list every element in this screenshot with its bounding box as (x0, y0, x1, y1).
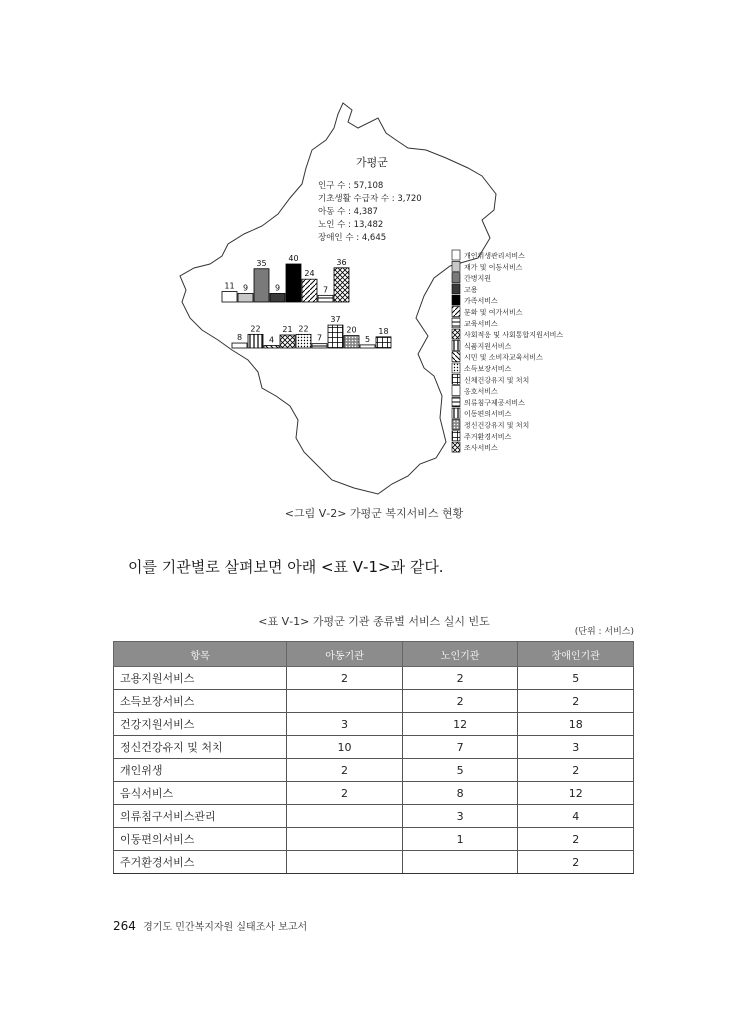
legend-swatch (452, 329, 460, 339)
report-title: 경기도 민간복지자원 실태조사 보고서 (143, 922, 308, 933)
cell: 12 (402, 713, 518, 736)
legend-swatch (452, 273, 460, 283)
bar (248, 334, 263, 348)
cell: 3 (402, 805, 518, 828)
cell: 2 (287, 667, 403, 690)
cell: 3 (287, 713, 403, 736)
cell: 2 (402, 667, 518, 690)
legend-swatch (452, 284, 460, 294)
legend-label: 교육서비스 (464, 319, 498, 328)
bar-value-label: 18 (378, 326, 389, 336)
region-stat: 아동 수 : 4,387 (318, 207, 378, 217)
cell: 2 (518, 690, 634, 713)
header-disabled: 장애인기관 (518, 642, 634, 667)
legend-label: 간병지원 (464, 274, 492, 283)
header-child: 아동기관 (287, 642, 403, 667)
table-row (114, 690, 634, 713)
table-row (114, 759, 634, 782)
legend-label: 문화 및 여가서비스 (464, 308, 523, 317)
cell: 2 (518, 851, 634, 874)
row-label: 의류침구서비스관리 (114, 805, 287, 828)
legend-swatch (452, 340, 460, 350)
bar-value-label: 20 (346, 325, 357, 335)
bar (328, 325, 343, 348)
bar-value-label: 22 (298, 324, 309, 334)
page-footer (113, 918, 307, 933)
header-elderly: 노인기관 (402, 642, 518, 667)
cell: 2 (518, 828, 634, 851)
bar-value-label: 7 (316, 333, 323, 343)
bar (334, 268, 349, 302)
cell (287, 690, 403, 713)
legend-swatch (452, 352, 460, 362)
bar (222, 292, 237, 302)
cell: 5 (518, 667, 634, 690)
legend-label: 옹호서비스 (464, 387, 498, 396)
body-paragraph: 이를 기관별로 살펴보면 아래 <표 Ⅴ-1>과 같다. (128, 558, 444, 576)
legend-swatch (452, 261, 460, 271)
legend-swatch (452, 250, 460, 260)
region-name: 가평군 (356, 156, 388, 169)
legend-swatch (452, 318, 460, 328)
legend-label: 신체건강유지 및 처치 (464, 376, 530, 385)
bar-value-label: 4 (268, 335, 275, 345)
bar (280, 335, 295, 348)
figure-caption: <그림 Ⅴ-2> 가평군 복지서비스 현황 (284, 507, 464, 520)
row-label: 건강지원서비스 (114, 713, 287, 736)
legend-swatch (452, 431, 460, 441)
bar (232, 343, 247, 348)
bar (376, 337, 391, 348)
legend-swatch (452, 307, 460, 317)
bar-value-label: 24 (304, 269, 315, 279)
bar-value-label: 5 (364, 334, 371, 344)
bar (270, 293, 285, 302)
legend-label: 이동편의서비스 (464, 410, 512, 419)
cell (402, 851, 518, 874)
region-stat: 인구 수 : 57,108 (318, 181, 384, 191)
chart-legend (452, 250, 563, 452)
cell: 3 (518, 736, 634, 759)
table-row (114, 828, 634, 851)
bar-value-label: 8 (236, 333, 243, 343)
bar (238, 293, 253, 302)
legend-label: 식품지원서비스 (464, 342, 512, 351)
legend-swatch (452, 374, 460, 384)
bar-value-label: 21 (282, 324, 293, 334)
cell: 2 (287, 782, 403, 805)
bar-value-label: 36 (336, 257, 347, 267)
bar (264, 346, 279, 348)
row-label: 고용지원서비스 (114, 667, 287, 690)
legend-label: 사회적응 및 사회통합지원서비스 (464, 331, 564, 340)
region-stat: 노인 수 : 13,482 (318, 220, 384, 230)
legend-label: 가족서비스 (464, 297, 498, 306)
bar (296, 334, 311, 348)
legend-swatch (452, 408, 460, 418)
legend-label: 정신건강유지 및 처치 (464, 421, 530, 430)
region-map-figure (0, 0, 748, 500)
legend-swatch (452, 386, 460, 396)
row-label: 음식서비스 (114, 782, 287, 805)
cell: 2 (287, 759, 403, 782)
legend-label: 소득보장서비스 (464, 365, 512, 373)
row-label: 정신건강유지 및 처치 (114, 736, 287, 759)
bar (312, 344, 327, 348)
service-frequency-table (113, 641, 634, 874)
bar-value-label: 9 (242, 283, 249, 293)
table-row (114, 667, 634, 690)
row-label: 소득보장서비스 (114, 690, 287, 713)
cell: 7 (402, 736, 518, 759)
row-label: 이동편의서비스 (114, 828, 287, 851)
table-title: <표 Ⅴ-1> 가평군 기관 종류별 서비스 실시 빈도 (258, 615, 490, 628)
cell: 8 (402, 782, 518, 805)
row-label: 개인위생 (114, 759, 287, 782)
bar (254, 269, 269, 302)
row-label: 주거환경서비스 (114, 851, 287, 874)
bar-value-label: 9 (274, 283, 281, 293)
bar-value-label: 37 (330, 315, 341, 325)
table-row (114, 713, 634, 736)
bar (344, 336, 359, 348)
legend-swatch (452, 397, 460, 407)
legend-label: 조사서비스 (464, 444, 498, 453)
table-row (114, 805, 634, 828)
cell: 10 (287, 736, 403, 759)
bar-value-label: 7 (322, 285, 329, 295)
bar-value-label: 11 (224, 281, 235, 291)
legend-label: 시민 및 소비자교육서비스 (464, 353, 543, 362)
table-row (114, 782, 634, 805)
legend-swatch (452, 295, 460, 305)
cell: 2 (518, 759, 634, 782)
legend-label: 재가 및 이동서비스 (464, 263, 523, 272)
bar-value-label: 40 (288, 254, 299, 263)
legend-label: 의류침구제공서비스 (464, 398, 525, 407)
legend-label: 고용 (464, 285, 478, 294)
bar (302, 279, 317, 302)
header-item: 항목 (114, 642, 287, 667)
legend-label: 개인위생관리서비스 (464, 252, 525, 260)
table-row (114, 851, 634, 874)
bar (318, 295, 333, 302)
bar-value-label: 22 (250, 324, 261, 334)
bar (286, 264, 301, 302)
table-unit: (단위 : 서비스) (574, 627, 634, 637)
page-number: 264 (113, 919, 136, 933)
legend-swatch (452, 363, 460, 373)
cell: 2 (402, 690, 518, 713)
region-stat: 기초생활 수급자 수 : 3,720 (318, 194, 422, 204)
region-stat: 장애인 수 : 4,645 (318, 233, 387, 243)
bar (360, 345, 375, 348)
cell (287, 805, 403, 828)
table-header-row (114, 642, 634, 667)
cell: 1 (402, 828, 518, 851)
cell: 12 (518, 782, 634, 805)
cell: 18 (518, 713, 634, 736)
bar-value-label: 35 (256, 258, 267, 268)
cell (287, 851, 403, 874)
cell: 4 (518, 805, 634, 828)
cell: 5 (402, 759, 518, 782)
legend-swatch (452, 420, 460, 430)
legend-label: 주거환경서비스 (464, 432, 512, 441)
cell (287, 828, 403, 851)
table-row (114, 736, 634, 759)
legend-swatch (452, 442, 460, 452)
